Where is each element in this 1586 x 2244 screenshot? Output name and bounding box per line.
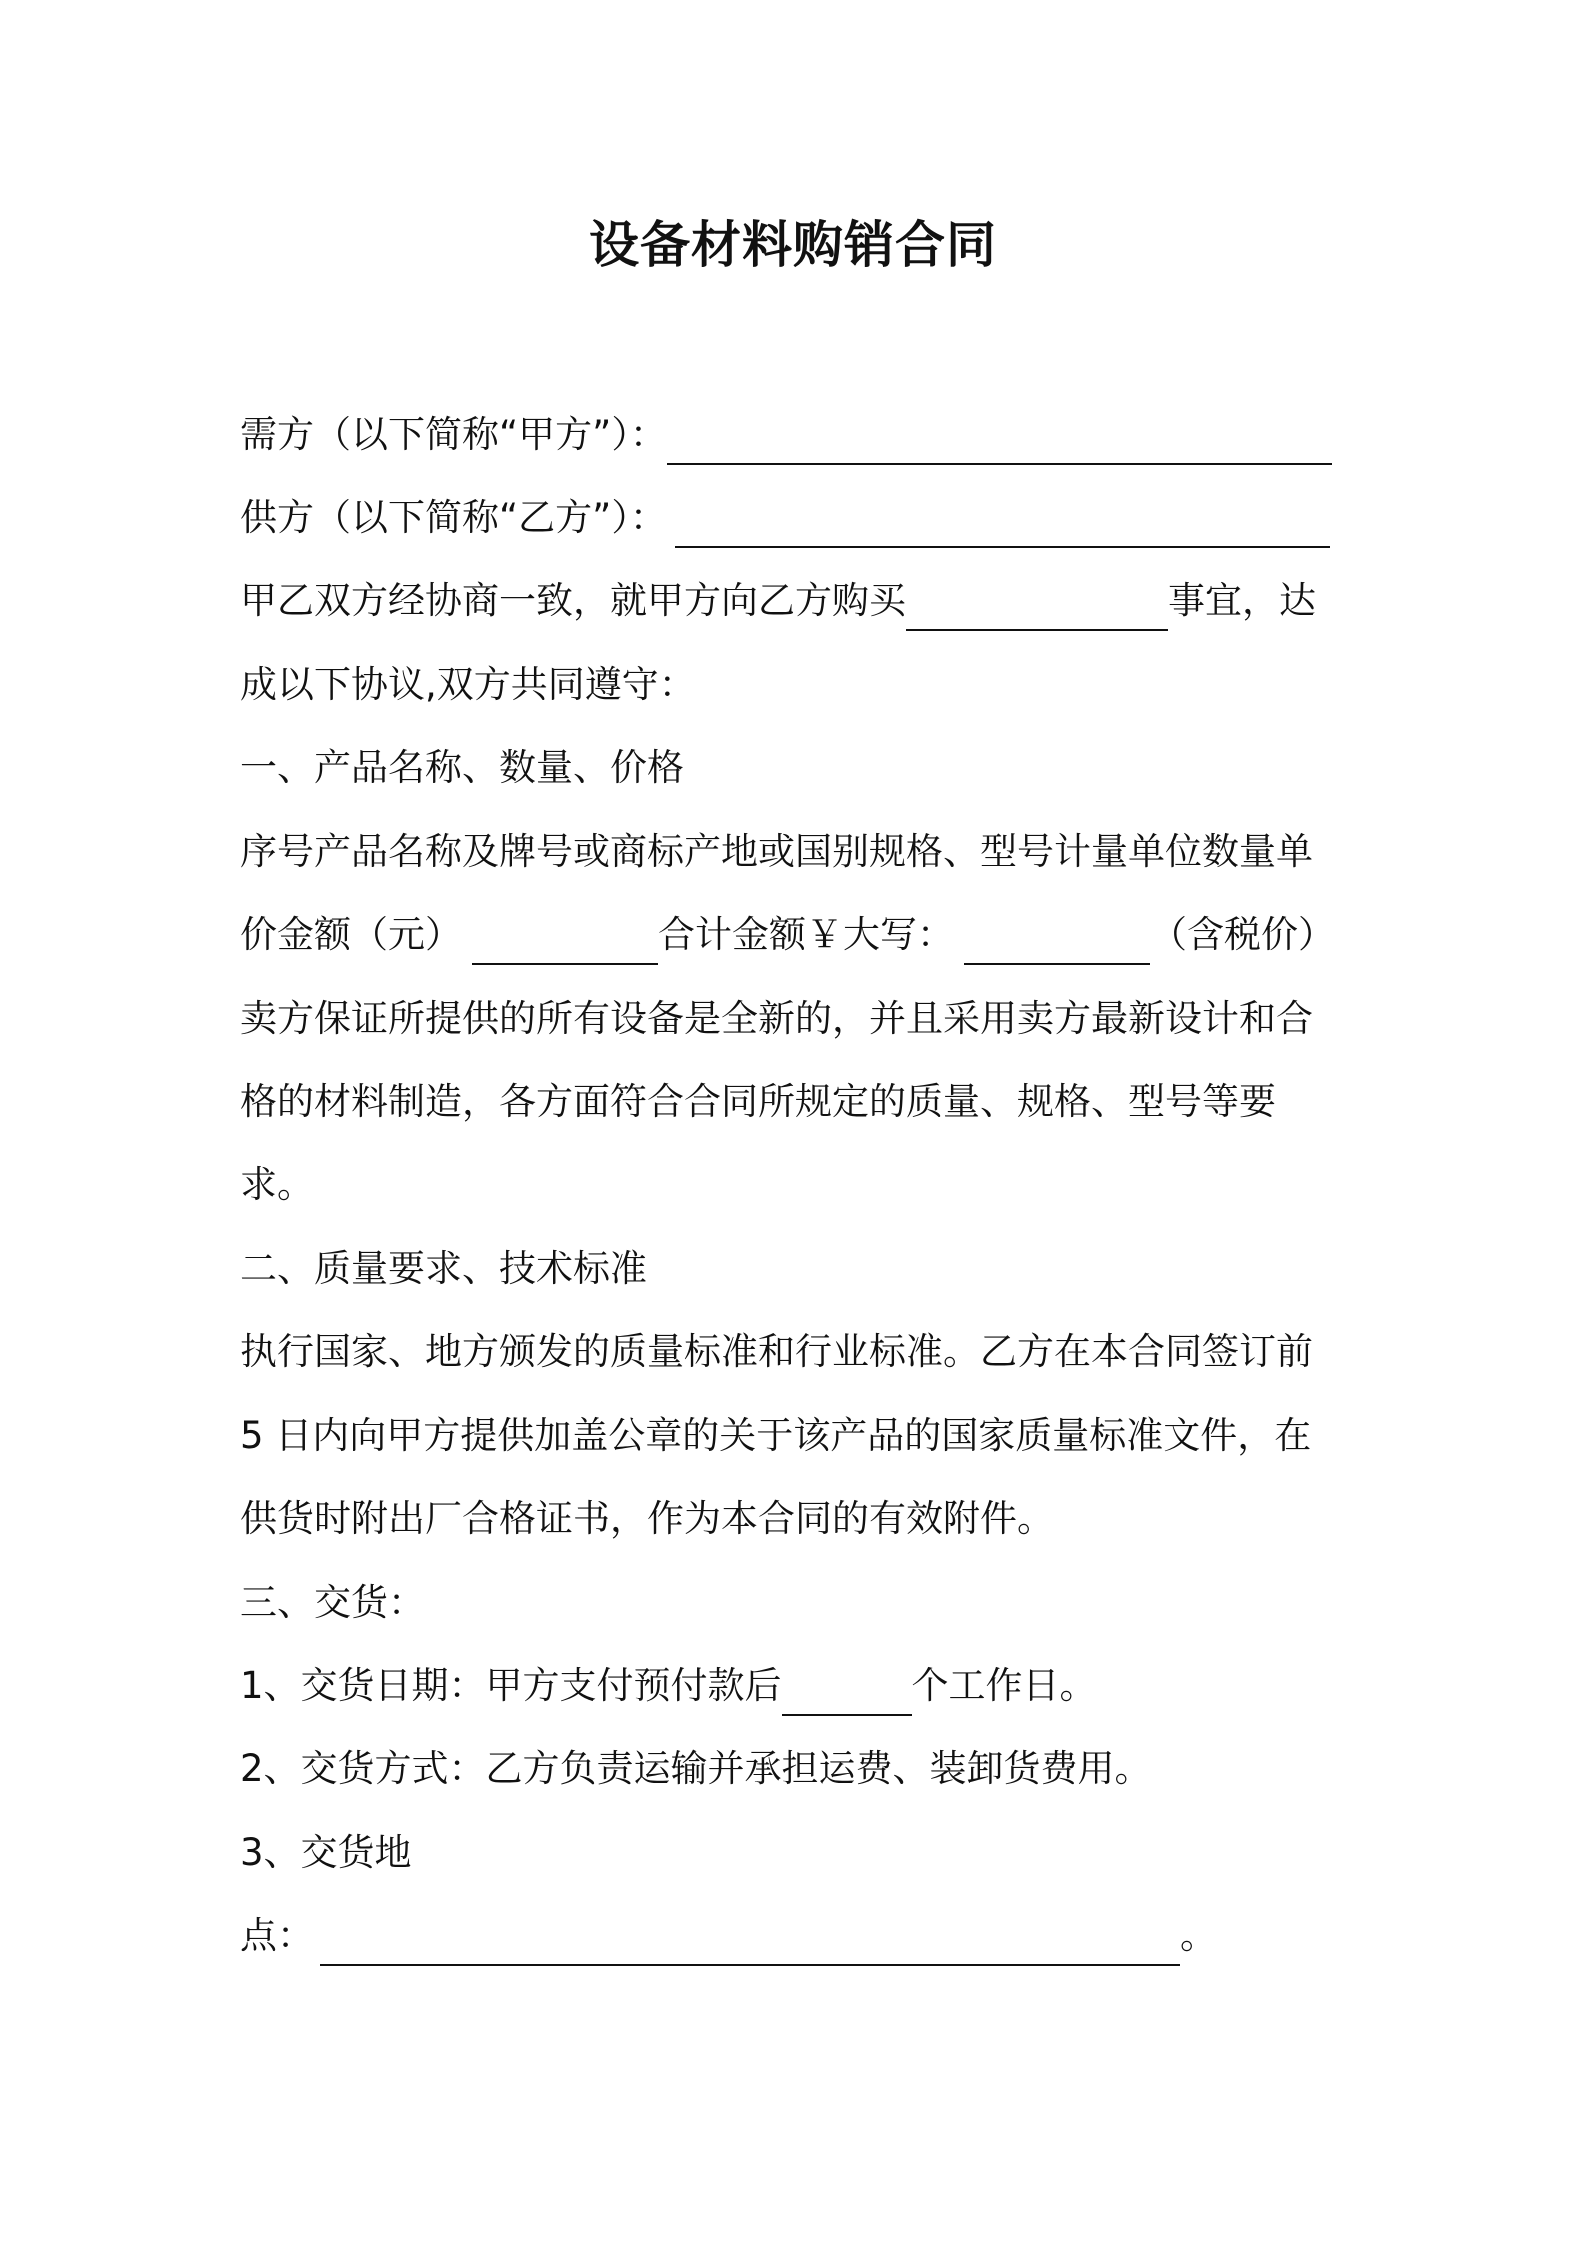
agreement-line: 成以下协议,双方共同遵守： (240, 663, 696, 706)
section-1-heading: 一、产品名称、数量、价格 (240, 746, 684, 789)
total-amount-blank[interactable] (964, 919, 1150, 965)
buyer-blank[interactable] (667, 419, 1332, 465)
guarantee-line-3: 求。 (240, 1163, 314, 1206)
tax-note: （含税价） (1150, 913, 1335, 956)
section-2-heading: 二、质量要求、技术标准 (240, 1247, 647, 1290)
supplier-blank[interactable] (675, 502, 1330, 548)
delivery-place-line-2 (240, 1906, 1217, 1966)
purchase-line (240, 571, 1316, 631)
guarantee-line-1: 卖方保证所提供的所有设备是全新的，并且采用卖方最新设计和合 (240, 997, 1313, 1040)
purchase-item-blank[interactable] (906, 585, 1168, 631)
supplier-line (240, 488, 1330, 548)
delivery-place-line-1: 3、交货地 (240, 1831, 412, 1874)
buyer-label: 需方（以下简称“甲方”）： (240, 413, 667, 456)
product-columns-line: 序号产品名称及牌号或商标产地或国别规格、型号计量单位数量单 (240, 830, 1313, 873)
delivery-date-unit: 个工作日。 (911, 1664, 1097, 1707)
document-title: 设备材料购销合同 (589, 216, 997, 274)
total-amount-label: 合计金额￥大写： (658, 913, 954, 956)
quality-line-2: 5 日内向甲方提供加盖公章的关于该产品的国家质量标准文件，在 (240, 1414, 1312, 1457)
delivery-date-line (240, 1656, 1097, 1716)
guarantee-line-2: 格的材料制造，各方面符合合同所规定的质量、规格、型号等要 (240, 1080, 1276, 1123)
supplier-label: 供方（以下简称“乙方”）： (240, 496, 667, 539)
buyer-line (240, 405, 1332, 465)
delivery-days-blank[interactable] (782, 1670, 912, 1716)
unit-amount-blank[interactable] (472, 919, 658, 965)
quality-line-3: 供货时附出厂合格证书，作为本合同的有效附件。 (240, 1497, 1054, 1540)
delivery-method-line: 2、交货方式：乙方负责运输并承担运费、装卸货费用。 (240, 1747, 1152, 1790)
purchase-text-start: 甲乙双方经协商一致，就甲方向乙方购买 (240, 579, 906, 622)
unit-amount-label: 价金额（元） (240, 913, 462, 956)
section-3-heading: 三、交货： (240, 1581, 425, 1624)
quality-line-1: 执行国家、地方颁发的质量标准和行业标准。乙方在本合同签订前 (240, 1330, 1313, 1373)
amount-line (240, 905, 1335, 965)
delivery-place-end: 。 (1180, 1914, 1217, 1957)
delivery-place-label: 点： (240, 1914, 314, 1957)
delivery-date-label: 1、交货日期：甲方支付预付款后 (240, 1664, 782, 1707)
purchase-text-end: 事宜，达 (1168, 579, 1316, 622)
delivery-place-blank[interactable] (320, 1920, 1180, 1966)
